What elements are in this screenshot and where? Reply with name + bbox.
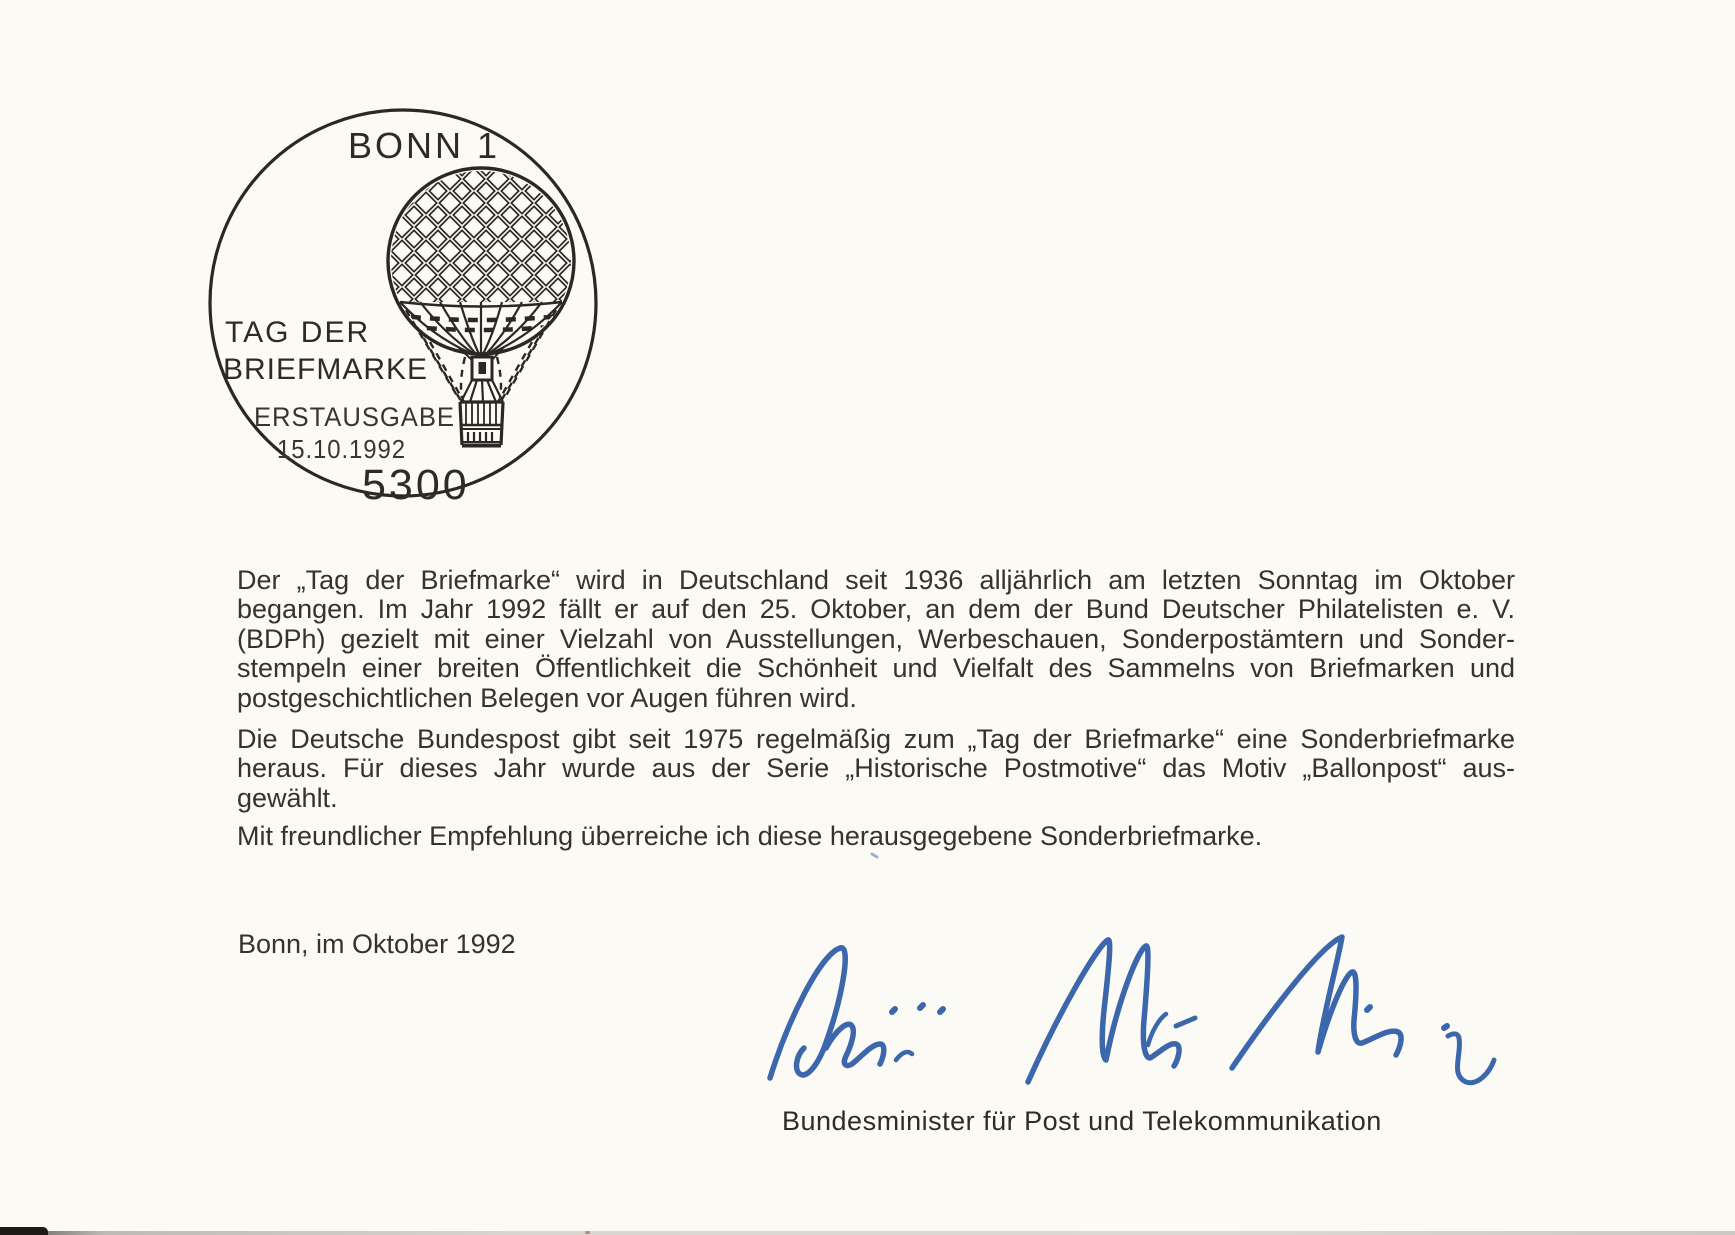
postmark-postal-code: 5300 (362, 461, 470, 509)
scan-corner-artifact (0, 1227, 48, 1235)
text-line: Mit freundlicher Empfehlung überreiche ich diese herausgegebene Sonderbriefmarke. (237, 821, 1263, 852)
scan-edge-artifact (0, 1231, 1735, 1235)
postmark-city: BONN 1 (348, 125, 501, 166)
dateline: Bonn, im Oktober 1992 (238, 929, 516, 959)
first-day-postmark (198, 95, 618, 515)
postmark-event-line2: BRIEFMARKE (223, 353, 429, 386)
letter-body-text (237, 566, 1515, 852)
paragraph-2 (237, 725, 1515, 813)
text-line: Die Deutsche Bundespost gibt seit 1975 regelmäßig zum „Tag der Briefmarke“ eine Sonderbriefmarke (237, 723, 1515, 754)
text-line: (BDPh) gezielt mit einer Vielzahl von Ausstellungen, Werbeschauen, Sonderpostämtern und Sonder- (237, 623, 1515, 654)
signer-title: Bundesminister für Post und Telekommunikation (782, 1106, 1382, 1136)
text-line: stempeln einer breiten Öffentlichkeit die Schönheit und Vielfalt des Sammelns von Briefmarken und (237, 653, 1515, 684)
text-line: postgeschichtlichen Belegen vor Augen führen wird. (237, 682, 857, 713)
scan-speck-artifact (585, 1231, 590, 1234)
text-line: Der „Tag der Briefmarke“ wird in Deutschland seit 1936 alljährlich am letzten Sonntag im Oktober (237, 565, 1515, 595)
paragraph-1 (237, 566, 1515, 713)
postmark-event-line1: TAG DER (225, 316, 371, 349)
text-line: begangen. Im Jahr 1992 fällt er auf den 25. Oktober, an dem der Bund Deutscher Philatelisten e. V. (237, 594, 1515, 625)
text-line: gewählt. (237, 782, 338, 813)
text-line: heraus. Für dieses Jahr wurde aus der Serie „Historische Postmotive“ das Motiv „Ballonpost“ aus- (237, 753, 1515, 784)
signature-autograph (700, 830, 1520, 1120)
postmark-issue-date: 15.10.1992 (277, 434, 406, 464)
postmark-issue-label: ERSTAUSGABE (254, 402, 455, 432)
